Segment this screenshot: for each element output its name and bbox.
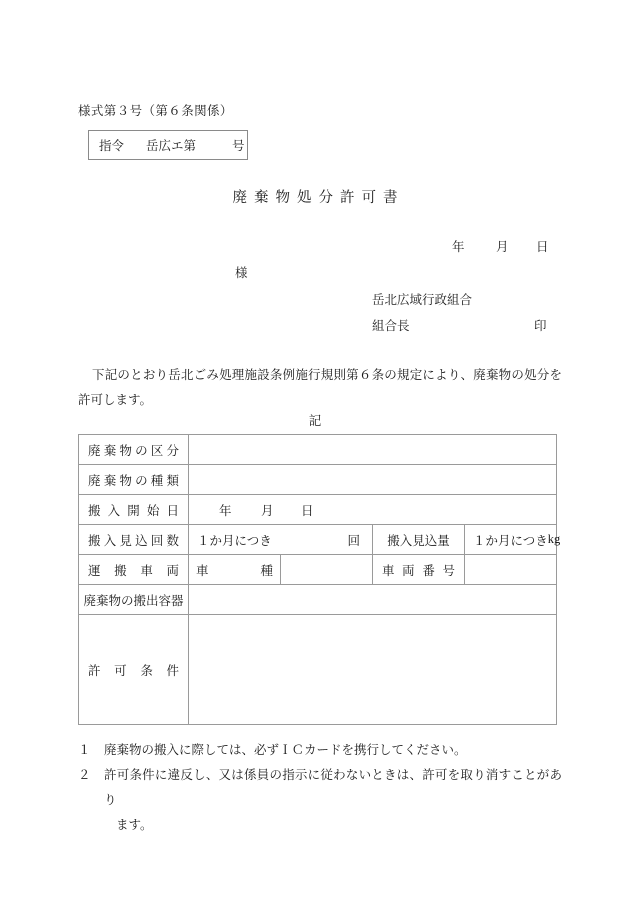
- issue-date-year: 年: [452, 240, 465, 254]
- row-label-waste-type: 廃棄物の種類: [79, 465, 189, 495]
- start-date-year: 年: [219, 503, 232, 518]
- issue-date-month: 月: [496, 240, 509, 254]
- order-suffix: 号: [232, 139, 245, 153]
- addressee-honorific: 様: [235, 266, 248, 280]
- row-value-permit-conditions[interactable]: [189, 615, 557, 725]
- row-value-waste-container[interactable]: [189, 585, 557, 615]
- note-item: [78, 763, 562, 813]
- issuer-seal-mark: 印: [534, 319, 547, 333]
- row-value-vehicle-number[interactable]: [465, 555, 557, 585]
- note-continuation: ます。: [116, 818, 153, 832]
- row-value-start-date[interactable]: [189, 495, 557, 525]
- table-row: [79, 585, 557, 615]
- expected-trips-unit: 回: [347, 533, 360, 548]
- row-value-waste-category[interactable]: [189, 435, 557, 465]
- row-label-expected-trips: 搬入見込回数: [79, 525, 189, 555]
- row-label-waste-container: 廃棄物の搬出容器: [79, 585, 189, 615]
- start-date-fields: [197, 501, 314, 519]
- table-row: [79, 495, 557, 525]
- row-label-transport-vehicle: 運搬車両: [79, 555, 189, 585]
- footer-notes: [78, 738, 562, 838]
- row-label-start-date: 搬入開始日: [79, 495, 189, 525]
- table-row: [79, 435, 557, 465]
- row-value-vehicle-type[interactable]: [281, 555, 373, 585]
- order-prefix: 岳広エ第: [146, 139, 197, 153]
- start-date-day: 日: [301, 503, 314, 518]
- body-paragraph: 下記のとおり岳北ごみ処理施設条例施行規則第６条の規定により、廃棄物の処分を許可します。: [78, 368, 562, 407]
- row-label-expected-volume: 搬入見込量: [373, 525, 465, 555]
- row-label-permit-conditions: 許可条件: [79, 615, 189, 725]
- issuer-organization: 岳北広域行政組合: [372, 293, 473, 307]
- row-value-expected-volume[interactable]: [465, 525, 561, 555]
- row-sublabel-vehicle-type: 車 種: [189, 555, 281, 585]
- note-number: １: [78, 743, 91, 757]
- order-number-box: [88, 130, 248, 160]
- note-text: 許可条件に違反し、又は係員の指示に従わないときは、許可を取り消すことがあり: [104, 768, 562, 807]
- row-value-waste-type[interactable]: [189, 465, 557, 495]
- expected-volume-fields: [473, 531, 561, 549]
- start-date-month: 月: [261, 503, 274, 518]
- table-row: [79, 465, 557, 495]
- issue-date-day: 日: [536, 240, 549, 254]
- issuer-title: 組合長: [372, 319, 410, 333]
- order-number-box-content: [89, 131, 247, 159]
- note-text: 廃棄物の搬入に際しては、必ずＩＣカードを携行してください。: [104, 743, 467, 757]
- form-number: 様式第３号（第６条関係）: [78, 104, 233, 118]
- expected-trips-prefix: １か月につき: [197, 533, 272, 548]
- note-item: [78, 738, 562, 763]
- table-row: [79, 555, 557, 585]
- row-label-waste-category: 廃棄物の区分: [79, 435, 189, 465]
- table-row: [79, 525, 557, 555]
- note-number: ２: [78, 768, 91, 782]
- permit-details-table: [78, 434, 561, 725]
- table-row: [79, 615, 557, 725]
- row-value-expected-trips[interactable]: [189, 525, 373, 555]
- expected-volume-unit: kg: [547, 532, 561, 546]
- issue-date-line: [452, 237, 549, 255]
- row-sublabel-vehicle-number: 車両番号: [373, 555, 465, 585]
- page-title: 廃棄物処分許可書: [232, 190, 405, 206]
- order-label: 指令: [99, 139, 125, 153]
- expected-volume-prefix: １か月につき: [473, 533, 548, 548]
- ki-mark: 記: [308, 414, 322, 428]
- expected-trips-fields: [197, 531, 364, 549]
